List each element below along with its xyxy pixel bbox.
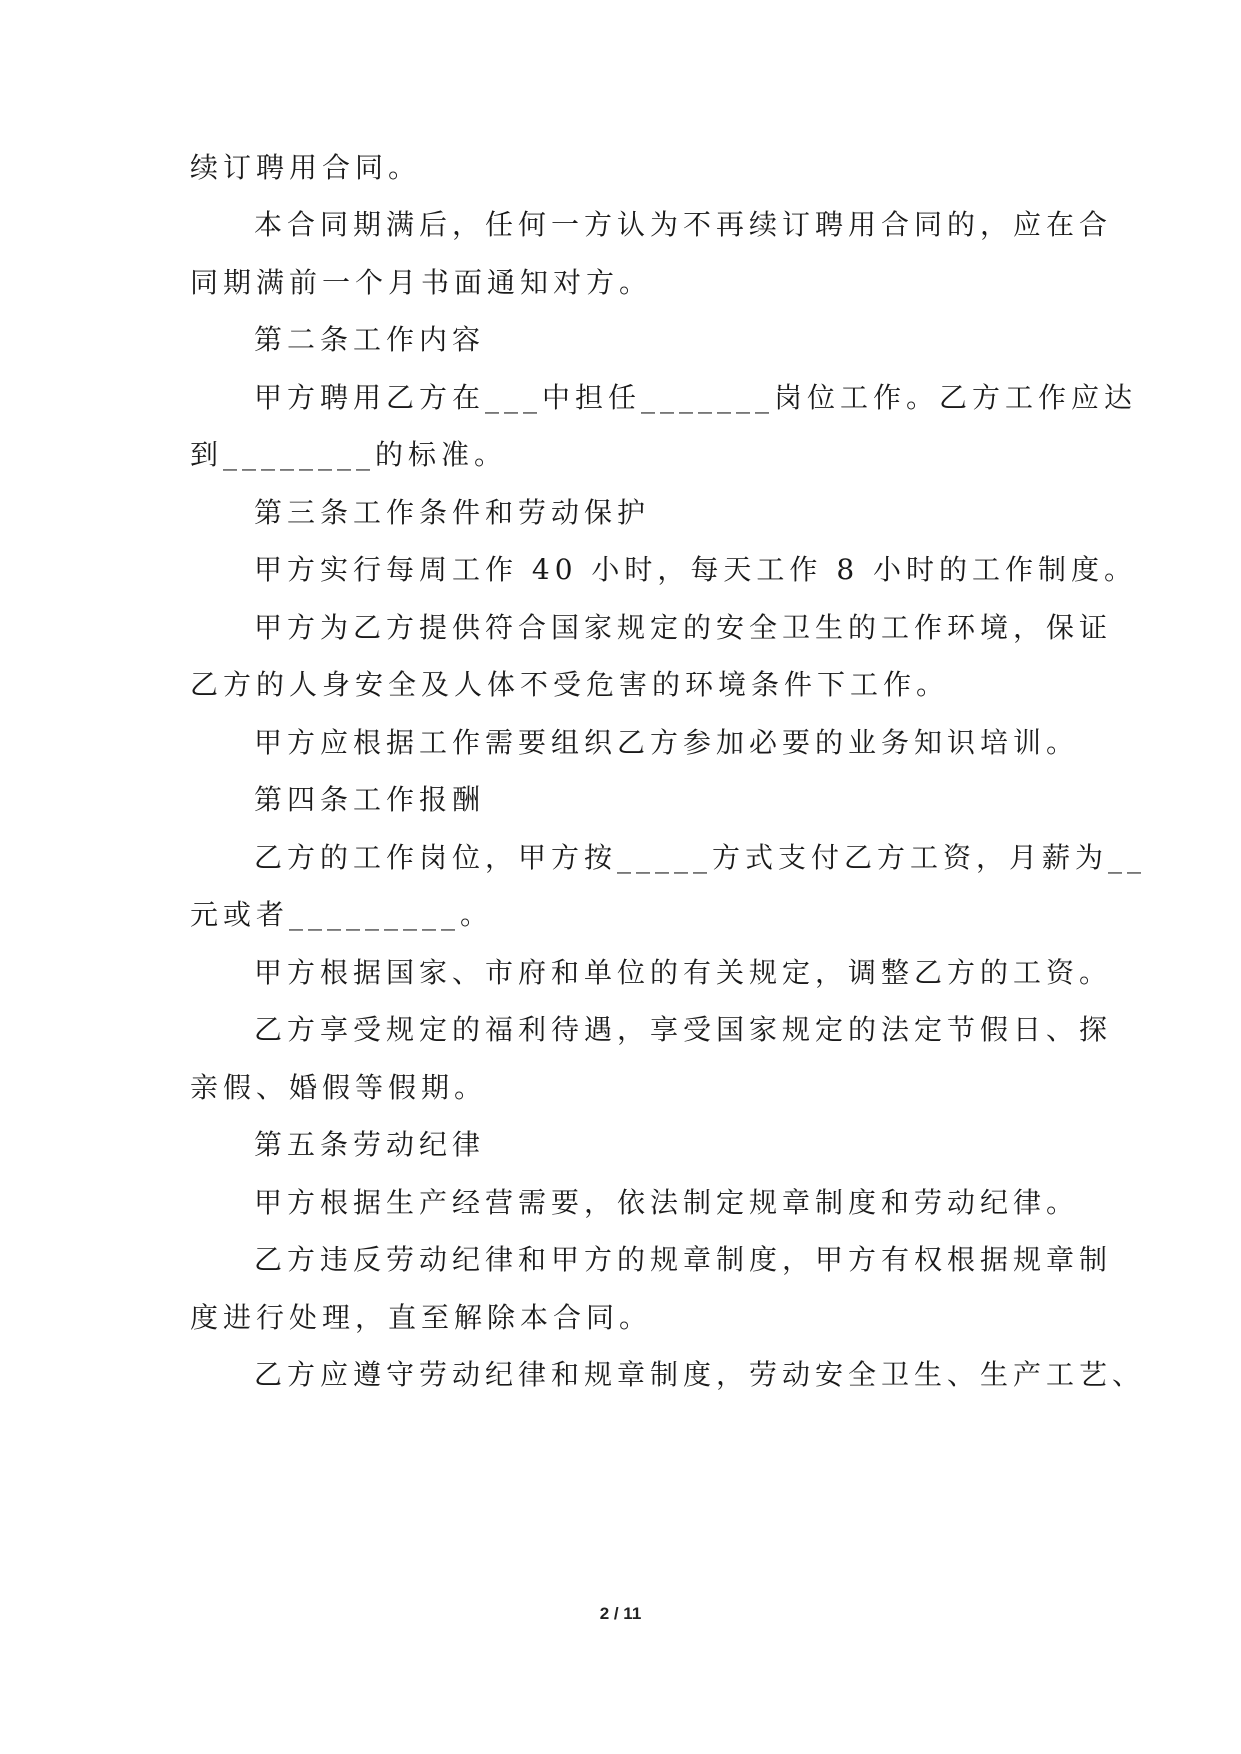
text-line: 甲方根据国家、市府和单位的有关规定，调整乙方的工资。: [254, 956, 1113, 989]
text-line: 乙方的人身安全及人体不受危害的环境条件下工作。: [190, 668, 950, 701]
text-line: 甲方应根据工作需要组织乙方参加必要的业务知识培训。: [254, 726, 1080, 759]
section-heading: 第三条工作条件和劳动保护: [254, 496, 651, 529]
section-heading: 第五条劳动纪律: [254, 1128, 486, 1161]
text-line: 本合同期满后，任何一方认为不再续订聘用合同的，应在合: [254, 208, 1113, 241]
page-number: 2 / 11: [599, 1604, 642, 1623]
text-line: 度进行处理，直至解除本合同。: [190, 1301, 653, 1334]
text-line: 乙方违反劳动纪律和甲方的规章制度，甲方有权根据规章制: [254, 1243, 1113, 1276]
text-line: 甲方聘用乙方在___中担任_______岗位工作。乙方工作应达: [254, 381, 1138, 414]
text-line: 元或者_________。: [190, 898, 494, 931]
text-line: 乙方应遵守劳动纪律和规章制度，劳动安全卫生、生产工艺、: [254, 1358, 1146, 1391]
text-line: 乙方享受规定的福利待遇，享受国家规定的法定节假日、探: [254, 1013, 1113, 1046]
text-line: 甲方实行每周工作 40 小时，每天工作 8 小时的工作制度。: [254, 553, 1138, 586]
text-line: 亲假、婚假等假期。: [190, 1071, 488, 1104]
text-line: 同期满前一个月书面通知对方。: [190, 266, 653, 299]
text-line: 乙方的工作岗位，甲方按_____方式支付乙方工资，月薪为__: [254, 841, 1147, 874]
text-line: 甲方根据生产经营需要，依法制定规章制度和劳动纪律。: [254, 1186, 1080, 1219]
section-heading: 第四条工作报酬: [254, 783, 486, 816]
section-heading: 第二条工作内容: [254, 323, 486, 356]
text-line: 到________的标准。: [190, 438, 508, 471]
text-line: 续订聘用合同。: [190, 151, 422, 184]
text-line: 甲方为乙方提供符合国家规定的安全卫生的工作环境，保证: [254, 611, 1113, 644]
